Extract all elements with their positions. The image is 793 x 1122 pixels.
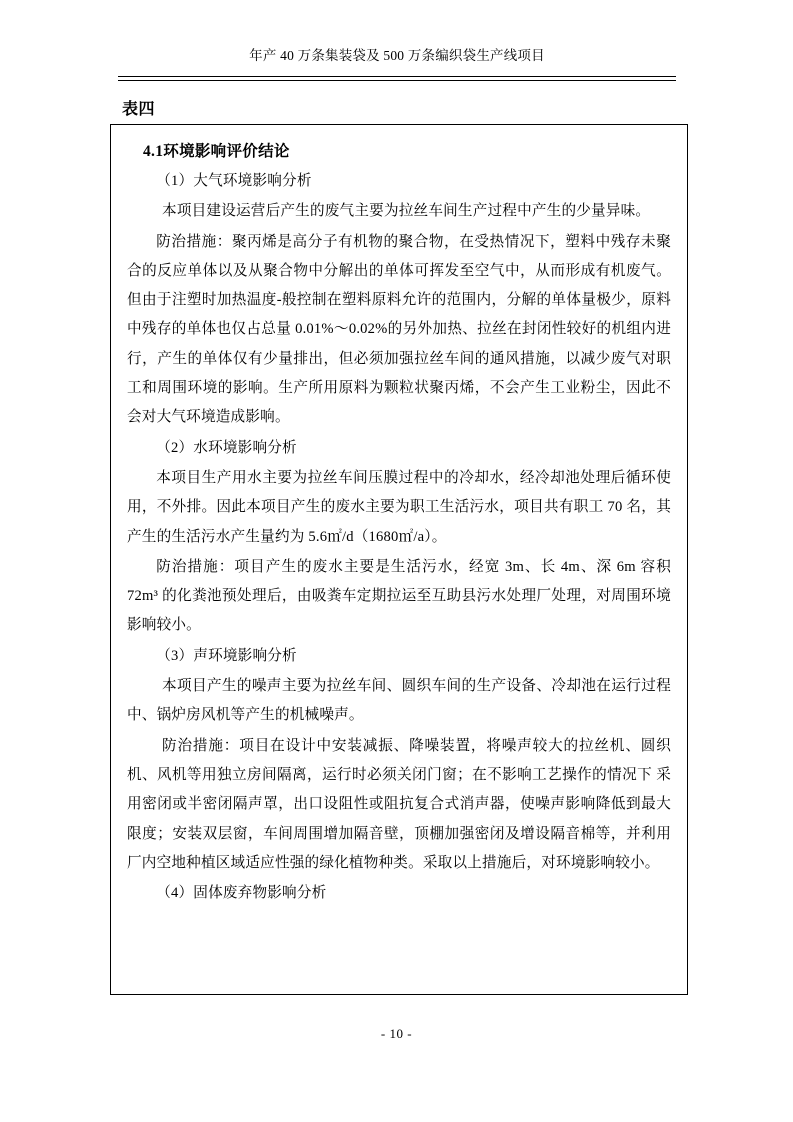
paragraph-noise-heading: （3）声环境影响分析 [156,647,297,664]
header-rule-top [118,76,676,77]
paragraph-noise-measures: 防治措施：项目在设计中安装减振、降噪装置，将噪声较大的拉丝机、圆织机、风机等用独立房间隔离，运行时必须关闭门窗；在不影响工艺操作的情况下 采用密闭或半密闭隔声罩，出口设阻性或阻抗复合式消声器，使噪声影响降低到最大限度；安装双层窗，车间周围增加隔音壁，顶棚加强密闭及增设隔音棉等，并利用厂内空地种植区域适应性强的绿化植物种类。采取以上措施后，对环境影响较小。 [127,737,671,871]
paragraph-air-measures: 防治措施：聚丙烯是高分子有机物的聚合物，在受热情况下，塑料中残存未聚合的反应单体以及从聚合物中分解出的单体可挥发至空气中，从而形成有机废气。但由于注塑时加热温度-般控制在塑料原料允许的范围内，分解的单体量极少，原料中残存的单体也仅占总量 0.01%～0.02%的另外加热、拉丝在封闭性较好的机组内进行，产生的单体仅有少量排出，但必须加强拉丝车间的通风措施，以减少废气对职工和周围环境的影响。生产所用原料为颗粒状聚丙烯，不会产生工业粉尘，因此不会对大气环境造成影响。 [127,233,671,426]
content-box [110,124,688,995]
header-rule-bottom [118,80,676,81]
page-footer: - 10 - [380,1026,413,1041]
section-title: 4.1环境影响评价结论 [143,143,290,160]
paragraph-air-heading: （1）大气环境影响分析 [156,173,312,189]
paragraph-solid-waste-heading: （4）固体废弃物影响分析 [156,885,327,902]
paragraph-water-body: 本项目生产用水主要为拉丝车间压膜过程中的冷却水，经冷却池处理后循环使用，不外排。因此本项目产生的废水主要为职工生活污水，项目共有职工 70 名，其产生的生活污水产生量约为 5.6㎡/d（1680㎡/a）。 [127,469,671,545]
paragraph-noise-body: 本项目产生的噪声主要为拉丝车间、圆织车间的生产设备、冷却池在运行过程中、锅炉房风机等产生的机械噪声。 [127,678,671,724]
page-header: 年产 40 万条集装袋及 500 万条编织袋生产线项目 [249,48,545,63]
paragraph-water-measures: 防治措施：项目产生的废水主要是生活污水，经宽 3m、长 4m、深 6m 容积 72m³ 的化粪池预处理后，由吸粪车定期拉运至互助县污水处理厂处理，对周围环境影响较小。 [127,558,671,634]
paragraph-air-body: 本项目建设运营后产生的废气主要为拉丝车间生产过程中产生的少量异味。 [162,203,651,220]
table-label: 表四 [122,101,156,118]
paragraph-water-heading: （2）水环境影响分析 [156,439,297,456]
